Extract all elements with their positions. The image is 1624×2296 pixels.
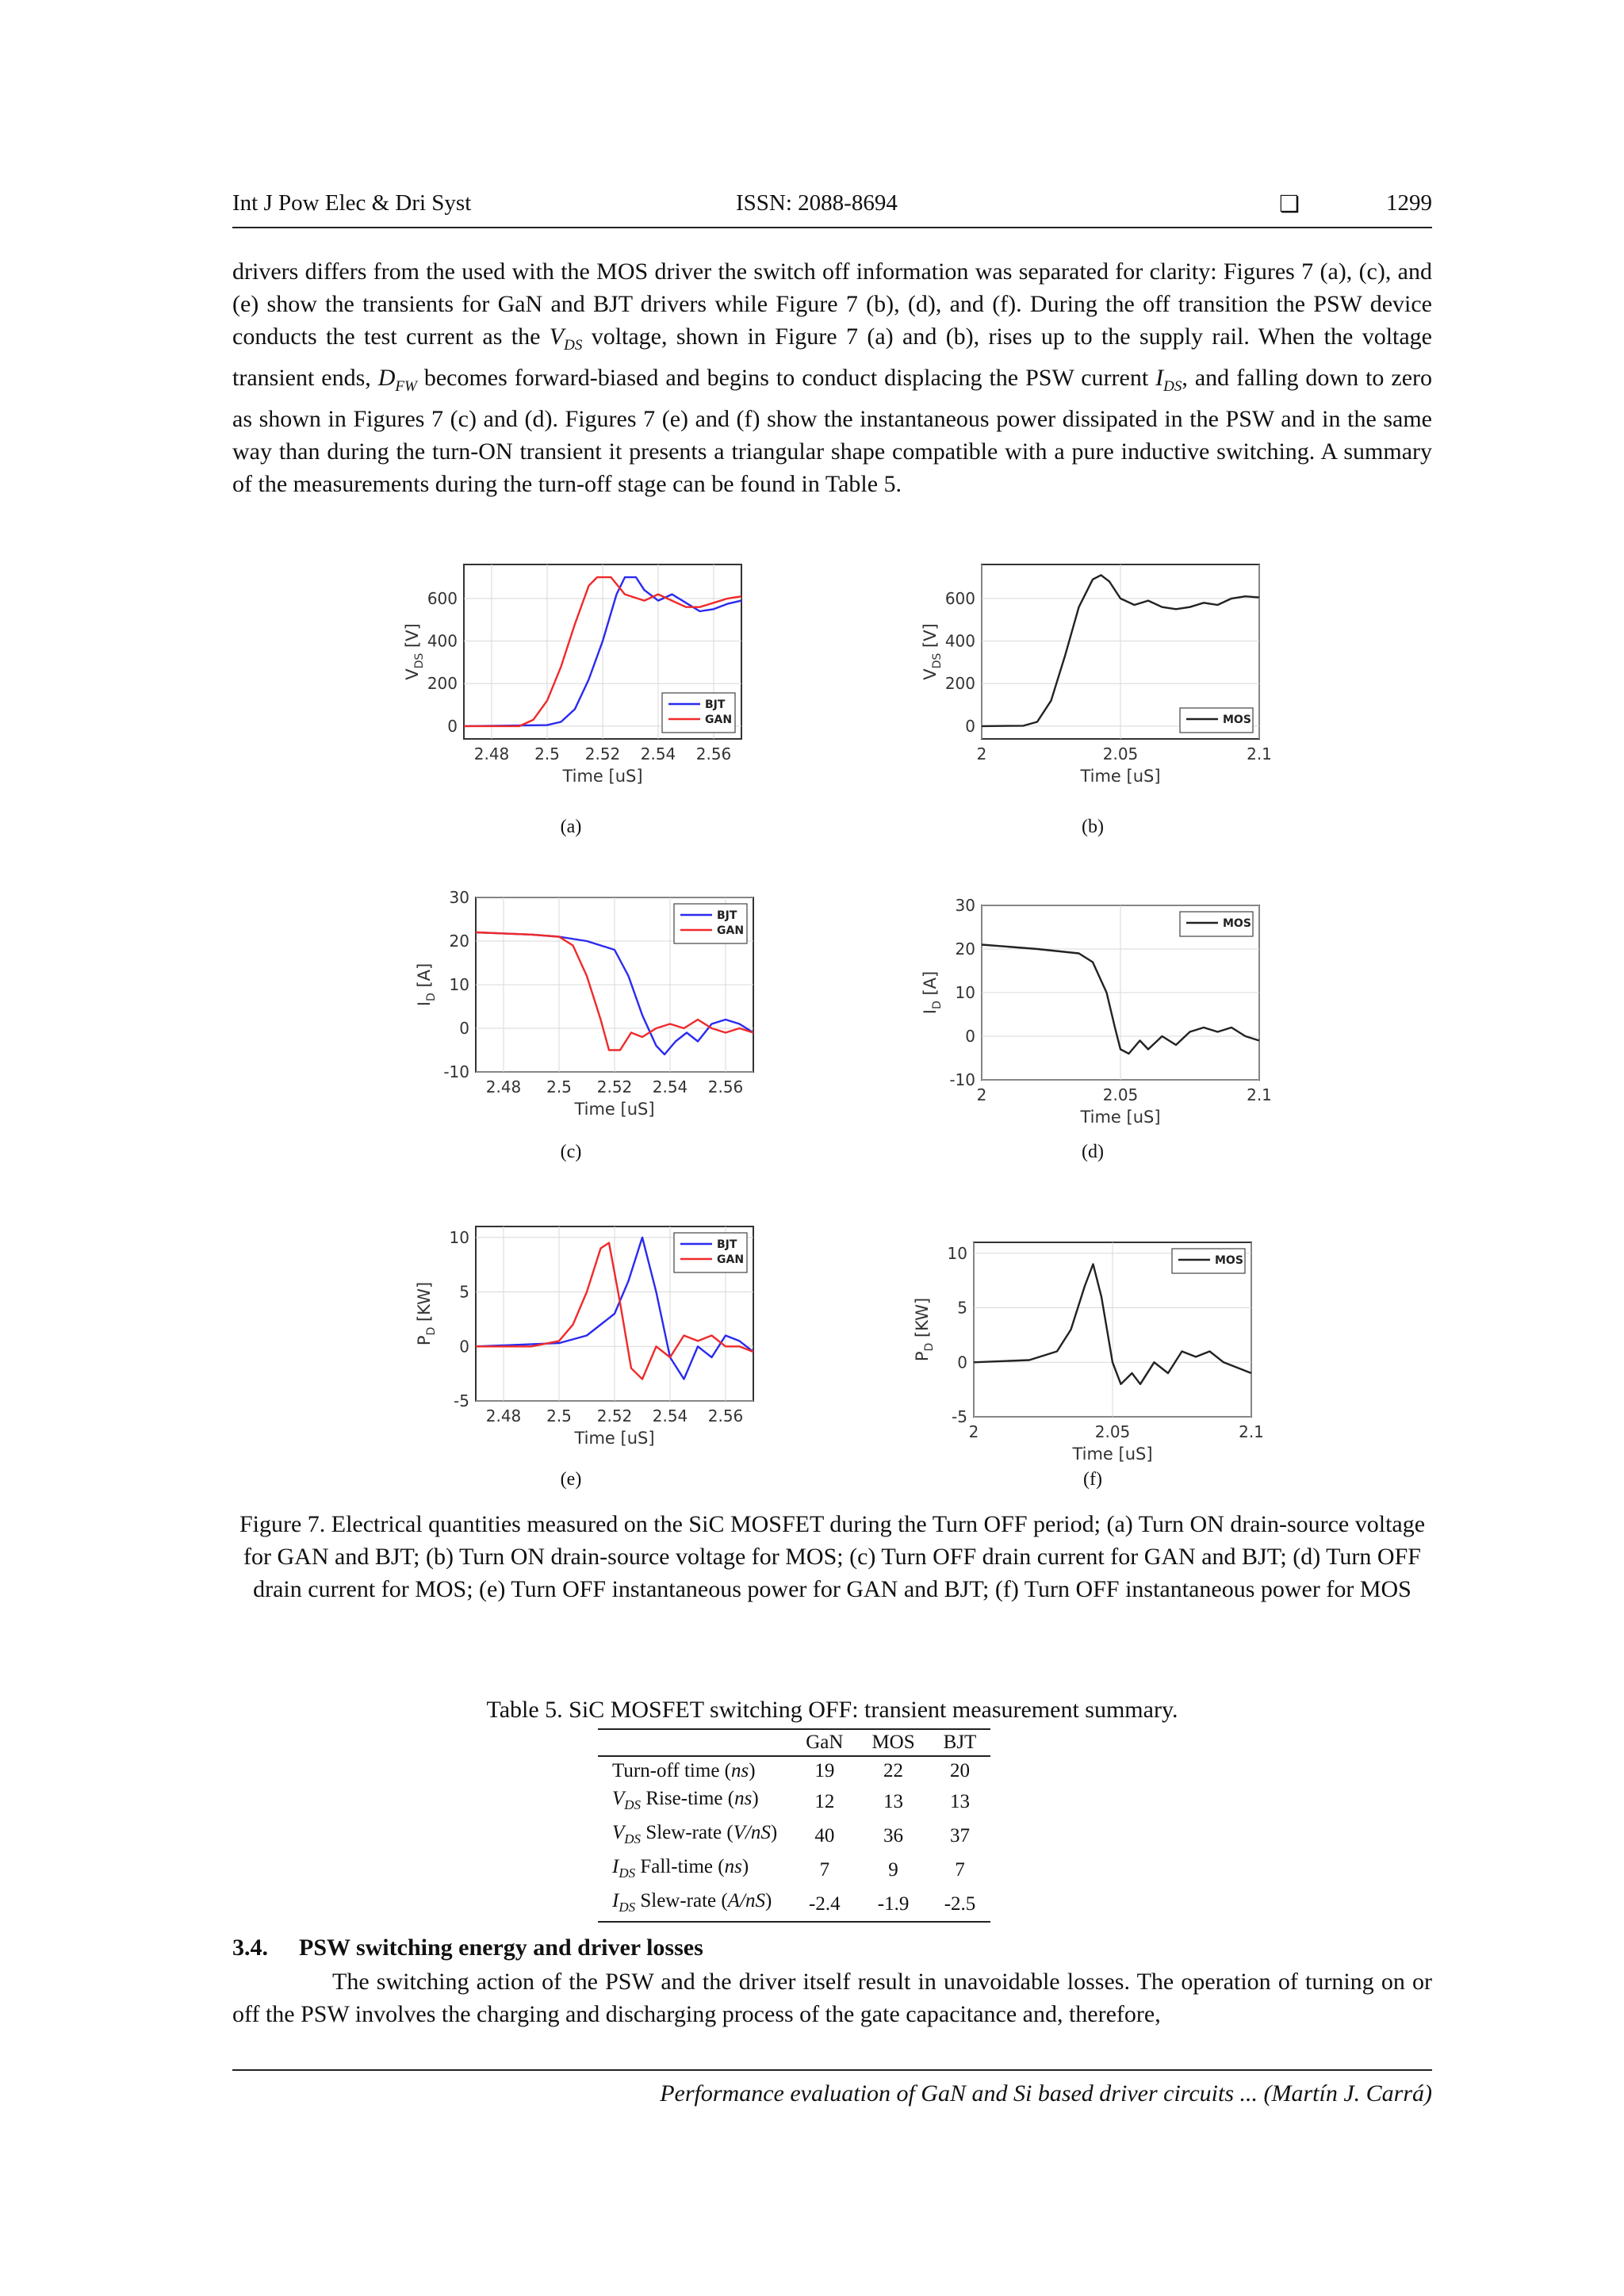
chart-f xyxy=(898,1233,1271,1471)
x-tick-label: 2 xyxy=(968,1422,979,1441)
sublabel-e: (e) xyxy=(560,1469,582,1490)
intro-text-4: , and falling down to zero as shown in Figures 7 (c) and (d). Figures 7 (e) and (f) show the instantaneous power dissipated in the PSW and in the same way than during the turn-ON transient it presents a triangular shape compatible with a pure inductive switching. A summary of the measurements during the turn-off stage can be found in Table 5. xyxy=(232,365,1433,497)
x-tick-label: 2.05 xyxy=(1094,1422,1131,1441)
table-cell: 13 xyxy=(949,1791,970,1812)
table-cell: 13 xyxy=(883,1791,904,1812)
x-tick-label: 2.56 xyxy=(695,744,732,763)
y-axis-label-unit: [KW] xyxy=(913,1297,932,1343)
legend-label-mos: MOS xyxy=(1215,1254,1243,1267)
y-axis-label-sub: D xyxy=(923,1342,936,1352)
figure-e xyxy=(400,1217,773,1455)
y-tick-label: 400 xyxy=(427,631,458,651)
table-caption: Table 5. SiC MOSFET switching OFF: transient measurement summary. xyxy=(486,1697,1178,1723)
figure-c xyxy=(400,888,773,1126)
y-axis-label xyxy=(403,623,426,679)
y-axis-label xyxy=(415,1282,438,1345)
chart-e xyxy=(400,1217,773,1455)
table-header-cell: BJT xyxy=(929,1729,991,1756)
y-axis-label-sub: D xyxy=(425,1326,438,1336)
figure-a xyxy=(389,555,761,793)
legend-label-gan: GAN xyxy=(705,714,733,726)
legend-label-mos: MOS xyxy=(1223,714,1251,726)
journal-name: Int J Pow Elec & Dri Syst xyxy=(232,190,472,216)
figure-caption: Figure 7. Electrical quantities measured on the SiC MOSFET during the Turn OFF period; (a) Turn ON drain-source voltage for GAN and BJT; (b) Turn ON drain-source voltage for MOS; (c) Turn OFF drain current for GAN and BJT; (d) Turn OFF drain current for MOS; (e) Turn OFF instantaneous power for GAN and BJT; (f) Turn OFF instantaneous power for MOS xyxy=(239,1511,1426,1602)
chart-b xyxy=(906,555,1279,793)
table-cell: -2.4 xyxy=(791,1887,857,1922)
x-tick-label: 2 xyxy=(976,1085,987,1104)
sublabel-b: (b) xyxy=(1082,817,1104,837)
section-heading xyxy=(232,1934,703,1961)
intro-text-2: voltage, shown in Figure 7 (a) and (b), rises up to the supply rail. When the voltage transient ends, xyxy=(232,323,1432,391)
legend-label-bjt: BJT xyxy=(705,698,726,711)
y-axis-label-unit: [KW] xyxy=(415,1281,434,1327)
y-tick-label: 0 xyxy=(459,1337,469,1357)
intro-text-3: becomes forward-biased and begins to conduct displacing the PSW current xyxy=(416,365,1156,391)
x-tick-label: 2.05 xyxy=(1102,744,1139,763)
y-axis-label xyxy=(921,971,944,1014)
legend-label-bjt: BJT xyxy=(717,909,737,922)
var-vds: V xyxy=(549,323,565,350)
x-tick-label: 2.54 xyxy=(652,1406,688,1425)
row-label: $I_{DS}$ Slew-rate (A/nS) xyxy=(598,1887,791,1922)
y-axis-label-sub: DS xyxy=(413,652,426,669)
var-dfw-sub: FW xyxy=(395,378,417,395)
y-tick-label: -5 xyxy=(454,1391,469,1410)
table-header-cell: GaN xyxy=(791,1729,857,1756)
intro-text-1: drivers differs from the used with the MOS driver the switch off information was separated for clarity: Figures 7 (a), (c), and (e) show the transients for GaN and BJT drivers while Figure 7 (b), (d), and (f). During the off transition the PSW device conducts the test current as the xyxy=(232,258,1432,350)
sublabel-d: (d) xyxy=(1082,1142,1104,1162)
x-tick-label: 2.05 xyxy=(1102,1085,1139,1104)
row-label: Turn-off time (ns) xyxy=(612,1760,756,1781)
sublabel-c: (c) xyxy=(560,1142,582,1162)
figure-f xyxy=(898,1233,1271,1471)
y-tick-label: 200 xyxy=(944,674,975,694)
x-axis-label: Time [uS] xyxy=(1072,1445,1153,1464)
table-cell: -2.5 xyxy=(929,1887,991,1922)
x-tick-label: 2.1 xyxy=(1247,1085,1272,1104)
legend-label-gan: GAN xyxy=(717,1253,745,1266)
y-axis-label-var: I xyxy=(921,1009,940,1015)
y-tick-label: 0 xyxy=(965,716,975,736)
chart-c xyxy=(400,888,773,1126)
y-tick-label: 20 xyxy=(955,939,975,959)
table-cell: 12 xyxy=(814,1791,835,1812)
y-axis-label xyxy=(415,963,438,1006)
table-header-cell xyxy=(598,1729,791,1756)
x-tick-label: 2.56 xyxy=(707,1077,744,1096)
intro-paragraph xyxy=(232,255,1432,500)
table-cell: 40 xyxy=(814,1825,835,1846)
legend-label-bjt: BJT xyxy=(717,1238,737,1251)
page-footer: Performance evaluation of GaN and Si based driver circuits ... (Martín J. Carrá) xyxy=(232,2069,1432,2107)
y-tick-label: 10 xyxy=(947,1243,967,1263)
table-row xyxy=(598,1887,990,1922)
x-axis-label: Time [uS] xyxy=(574,1429,655,1448)
y-axis-label-unit: [A] xyxy=(921,970,940,1001)
table-row xyxy=(598,1819,990,1853)
y-tick-label: 10 xyxy=(449,975,469,994)
y-tick-label: -10 xyxy=(949,1070,975,1089)
x-axis-label: Time [uS] xyxy=(562,767,643,786)
x-axis-label: Time [uS] xyxy=(574,1100,655,1119)
y-tick-label: 10 xyxy=(449,1227,469,1247)
x-tick-label: 2.52 xyxy=(596,1406,633,1425)
y-axis-label-unit: [A] xyxy=(415,962,434,993)
var-dfw: D xyxy=(377,365,396,391)
x-tick-label: 2.1 xyxy=(1247,744,1272,763)
var-ids: I xyxy=(1155,365,1164,391)
y-tick-label: 200 xyxy=(427,674,458,694)
var-vds-sub: DS xyxy=(564,337,583,354)
y-tick-label: 30 xyxy=(955,896,975,915)
y-tick-label: 20 xyxy=(449,932,469,951)
y-axis-label-sub: D xyxy=(931,1001,944,1010)
table-cell: 22 xyxy=(883,1760,904,1781)
y-tick-label: 0 xyxy=(447,716,458,736)
y-axis-label-unit: [V] xyxy=(921,623,940,653)
x-tick-label: 2.5 xyxy=(534,744,560,763)
y-axis-label-sub: DS xyxy=(931,652,944,669)
y-tick-label: 10 xyxy=(955,983,975,1002)
summary-table xyxy=(598,1728,990,1923)
table-cell: 7 xyxy=(819,1859,830,1881)
sublabel-a: (a) xyxy=(560,817,582,837)
y-axis-label xyxy=(913,1298,936,1361)
y-tick-label: 600 xyxy=(427,588,458,608)
x-tick-label: 2.54 xyxy=(640,744,676,763)
chart-a xyxy=(389,555,761,793)
section-number: 3.4. xyxy=(232,1934,268,1961)
table-row xyxy=(598,1853,990,1887)
issn: ISSN: 2088-8694 xyxy=(736,190,898,216)
y-axis-label-var: V xyxy=(403,668,422,680)
y-tick-label: -10 xyxy=(443,1062,469,1081)
y-tick-label: 0 xyxy=(965,1027,975,1046)
x-tick-label: 2.48 xyxy=(485,1077,522,1096)
y-axis-label-sub: D xyxy=(425,993,438,1002)
section-title: PSW switching energy and driver losses xyxy=(299,1934,703,1961)
x-tick-label: 2.56 xyxy=(707,1406,744,1425)
x-axis-label: Time [uS] xyxy=(1080,1108,1161,1127)
row-label: $V_{DS}$ Rise-time (ns) xyxy=(612,1788,759,1812)
x-tick-label: 2.48 xyxy=(485,1406,522,1425)
x-tick-label: 2.48 xyxy=(473,744,510,763)
y-axis-label-var: V xyxy=(921,668,940,680)
table-row xyxy=(598,1785,990,1819)
y-tick-label: 600 xyxy=(944,588,975,608)
x-tick-label: 2.5 xyxy=(546,1406,572,1425)
legend-label-gan: GAN xyxy=(717,924,745,937)
y-tick-label: 0 xyxy=(459,1019,469,1038)
table-header-cell: MOS xyxy=(857,1729,929,1756)
table-cell: 20 xyxy=(949,1760,970,1781)
y-axis-label-var: P xyxy=(415,1335,434,1346)
table-cell: 19 xyxy=(814,1760,835,1781)
x-tick-label: 2.52 xyxy=(584,744,621,763)
table-cell: -1.9 xyxy=(857,1887,929,1922)
table-cell: 7 xyxy=(955,1859,965,1881)
x-axis-label: Time [uS] xyxy=(1080,767,1161,786)
y-axis-label-var: I xyxy=(415,1001,434,1007)
y-tick-label: 5 xyxy=(459,1282,469,1302)
row-label: $V_{DS}$ Slew-rate (V/nS) xyxy=(612,1822,778,1846)
y-tick-label: -5 xyxy=(952,1407,967,1426)
y-axis-label-unit: [V] xyxy=(403,623,422,653)
y-tick-label: 5 xyxy=(957,1298,967,1318)
y-axis-label xyxy=(921,623,944,679)
figure-d xyxy=(906,896,1279,1134)
x-tick-label: 2.1 xyxy=(1239,1422,1264,1441)
y-tick-label: 30 xyxy=(449,888,469,907)
row-label: $I_{DS}$ Fall-time (ns) xyxy=(612,1856,749,1881)
table-cell: 9 xyxy=(888,1859,898,1881)
box-icon: ❏ xyxy=(1279,192,1300,217)
y-tick-label: 400 xyxy=(944,631,975,651)
y-tick-label: 0 xyxy=(957,1353,967,1372)
y-axis-label-var: P xyxy=(913,1351,932,1362)
page-number: 1299 xyxy=(1386,190,1432,216)
table-header-row xyxy=(598,1729,990,1756)
x-tick-label: 2.54 xyxy=(652,1077,688,1096)
sublabel-f: (f) xyxy=(1083,1469,1102,1490)
x-tick-label: 2.52 xyxy=(596,1077,633,1096)
table-cell: 36 xyxy=(883,1825,904,1846)
page-header xyxy=(232,190,1432,228)
table-cell: 37 xyxy=(949,1825,970,1846)
chart-d xyxy=(906,896,1279,1134)
body-paragraph: The switching action of the PSW and the driver itself result in unavoidable losses. The operation of turning on or off the PSW involves the charging and discharging process of the gate capacitance and, therefore, xyxy=(232,1969,1432,2027)
figure-b xyxy=(906,555,1279,793)
var-ids-sub: DS xyxy=(1163,378,1182,395)
table-row xyxy=(598,1756,990,1785)
x-tick-label: 2 xyxy=(976,744,987,763)
x-tick-label: 2.5 xyxy=(546,1077,572,1096)
legend-label-mos: MOS xyxy=(1223,917,1251,930)
